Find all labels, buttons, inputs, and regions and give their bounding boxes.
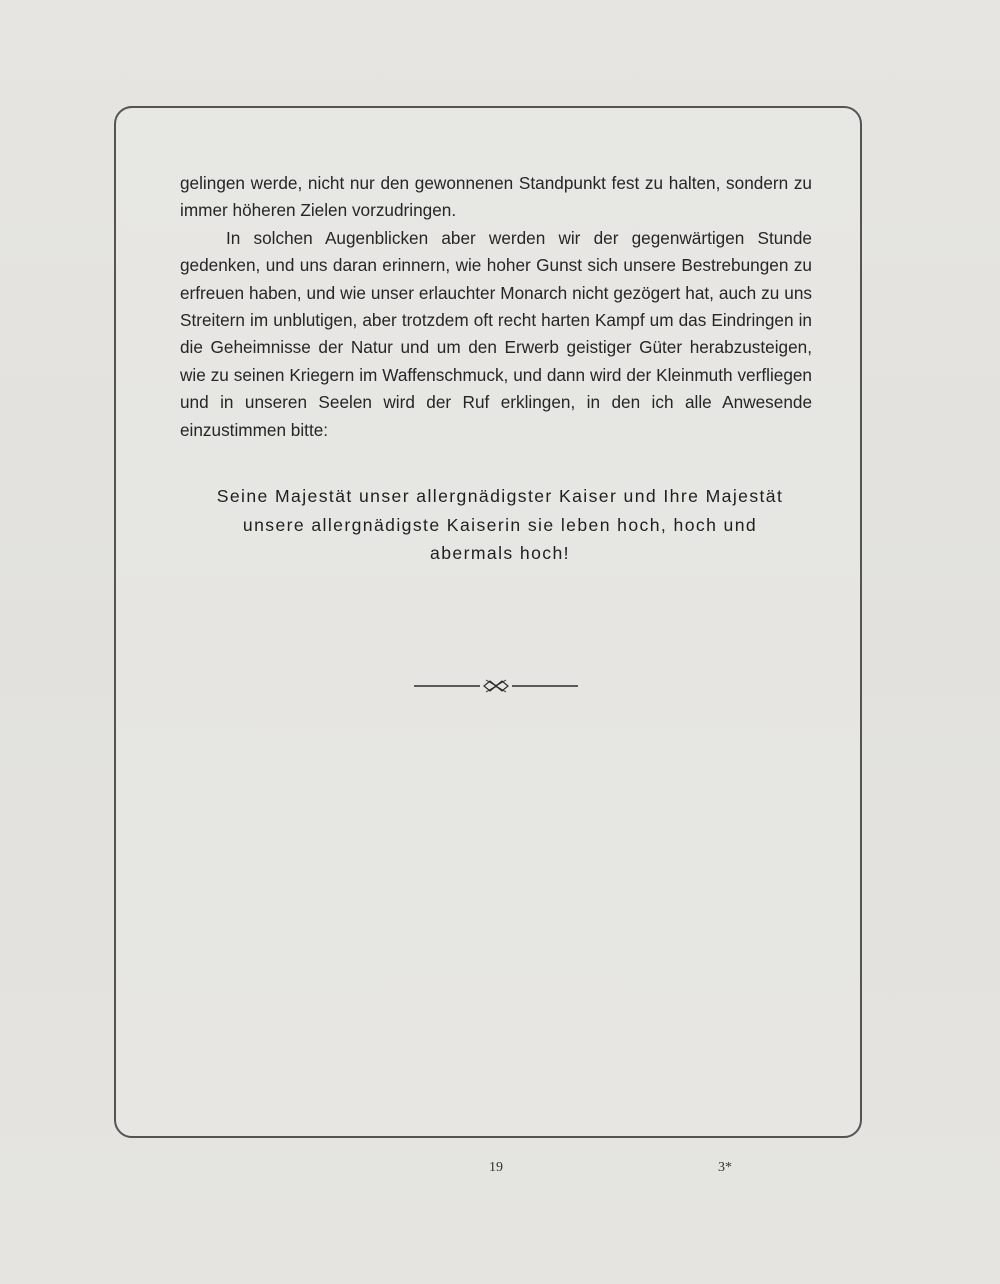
body-text	[180, 170, 812, 444]
signature-mark: 3*	[718, 1160, 732, 1175]
paragraph-2: In solchen Augenblicken aber werden wir der gegenwärtigen Stunde gedenken, und uns daran erinnern, wie hoher Gunst sich unsere Bestrebungen zu erfreuen haben, und wie unser erlauchter Monarch nicht gezögert hat, auch zu uns Streitern im unblutigen, aber trotzdem oft recht harten Kampf um das Eindringen in die Geheimnisse der Natur und um den Erwerb geistiger Güter herabzusteigen, wie zu seinen Kriegern im Waffenschmuck, und dann wird der Kleinmuth verfliegen und in unseren Seelen wird der Ruf erklingen, in den ich alle Anwesende einzustimmen bitte:	[180, 227, 812, 440]
ornament-divider-icon	[414, 677, 578, 695]
paragraph-1: gelingen werde, nicht nur den gewonnenen Standpunkt fest zu halten, sondern zu immer höheren Zielen vorzudringen.	[180, 173, 812, 221]
toast-line-3: abermals hoch!	[430, 543, 570, 563]
toast-text	[150, 482, 850, 568]
toast-line-2: unsere allergnädigste Kaiserin sie leben hoch, hoch und	[242, 514, 758, 535]
toast-line-1: Seine Majestät unser allergnädigster Kaiser und Ihre Majestät	[216, 486, 784, 506]
page-number: 19	[489, 1160, 503, 1175]
